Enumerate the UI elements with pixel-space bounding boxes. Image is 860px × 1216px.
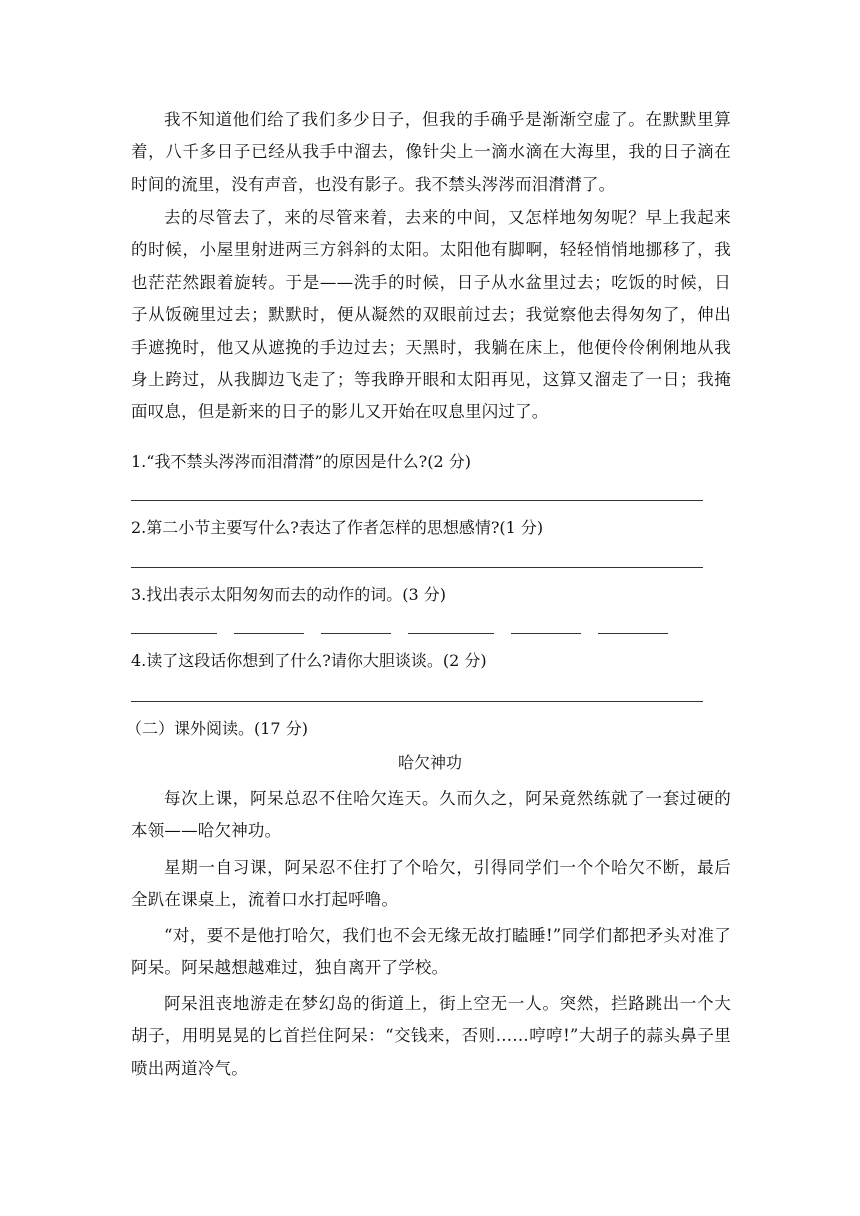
question-3: 3.找出表示太阳匆匆而去的动作的词。(3 分) <box>131 585 447 604</box>
question-4: 4.读了这段话你想到了什么?请你大胆谈谈。(2 分) <box>131 651 487 670</box>
passage-paragraph-1: 我不知道他们给了我们多少日子，但我的手确乎是渐渐空虚了。在默默里算着，八千多日子已经从我手中溜去，像针尖上一滴水滴在大海里，我的日子滴在时间的流里，没有声音，也没有影子。我不禁头涔涔而泪潸潸了。 <box>131 110 731 194</box>
story-paragraph-4: 阿呆沮丧地游走在梦幻岛的街道上，街上空无一人。突然，拦路跳出一个大胡子，用明晃晃的匕首拦住阿呆：“交钱来，否则……哼哼!”大胡子的蒜头鼻子里喷出两道冷气。 <box>131 994 731 1078</box>
story-title: 哈欠神功 <box>397 753 462 772</box>
answer-line-1[interactable] <box>131 500 703 501</box>
story-paragraph-1: 每次上课，阿呆总忍不住哈欠连天。久而久之，阿呆竟然练就了一套过硬的本领——哈欠神功。 <box>131 789 731 841</box>
question-1: 1.“我不禁头涔涔而泪潸潸”的原因是什么?(2 分) <box>131 452 471 471</box>
answer-line-4[interactable] <box>131 701 703 702</box>
answer-line-2[interactable] <box>131 567 703 568</box>
answer-blank-4[interactable] <box>408 633 494 634</box>
passage-paragraph-2: 去的尽管去了，来的尽管来着，去来的中间，又怎样地匆匆呢？早上我起来的时候，小屋里射进两三方斜斜的太阳。太阳他有脚啊，轻轻悄悄地挪移了，我也茫茫然跟着旋转。于是——洗手的时候，日子从水盆里过去；吃饭的时候，日子从饭碗里过去；默默时，便从凝然的双眼前过去；我觉察他去得匆匆了，伸出手遮挽时，他又从遮挽的手边过去；天黑时，我躺在床上，他便伶伶俐俐地从我身上跨过，从我脚边飞走了；等我睁开眼和太阳再见，这算又溜走了一日；我掩面叹息，但是新来的日子的影儿又开始在叹息里闪过了。 <box>131 208 731 422</box>
answer-blank-1[interactable] <box>131 633 217 634</box>
story-paragraph-3: “对，要不是他打哈欠，我们也不会无缘无故打瞌睡!”同学们都把矛头对准了阿呆。阿呆越想越难过，独自离开了学校。 <box>131 926 731 978</box>
story-paragraph-2: 星期一自习课，阿呆忍不住打了个哈欠，引得同学们一个个哈欠不断，最后全趴在课桌上，流着口水打起呼噜。 <box>131 858 731 910</box>
answer-blank-5[interactable] <box>511 633 581 634</box>
answer-blank-3[interactable] <box>321 633 391 634</box>
question-2: 2.第二小节主要写什么?表达了作者怎样的思想感情?(1 分) <box>131 518 544 537</box>
answer-blank-6[interactable] <box>598 633 668 634</box>
answer-blank-2[interactable] <box>234 633 304 634</box>
section-heading: （二）课外阅读。(17 分) <box>126 719 308 738</box>
